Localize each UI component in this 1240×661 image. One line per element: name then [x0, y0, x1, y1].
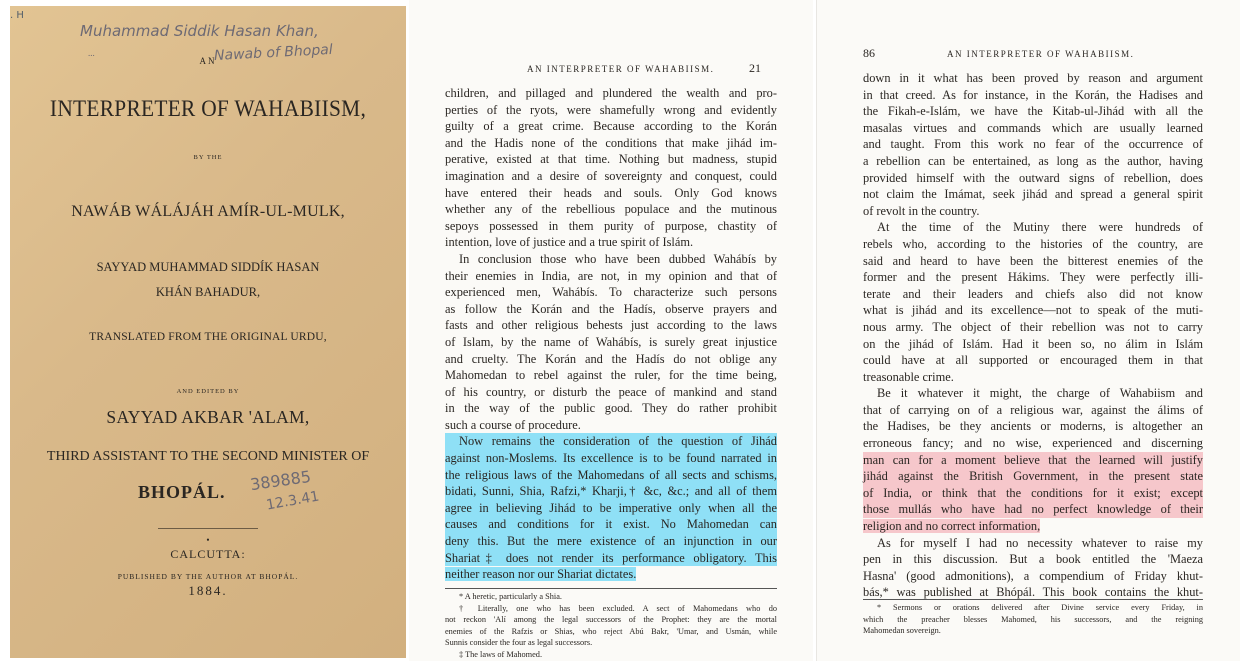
- page-86-body: [863, 70, 1203, 601]
- text-line: and the Hadis none of the conditions that make jihád im-: [445, 135, 777, 150]
- highlighted-text-line: against non-Moslems. Its excellence is to be found narrated in: [445, 451, 777, 466]
- highlighted-text-line: of India, or think that the conditions for it exist; except: [863, 485, 1203, 500]
- text-line: and cruelty. The Korán and the Hadís do not oblige any: [445, 351, 777, 366]
- text-line: former and the present Hákims. They were perfectly illi-: [863, 270, 1203, 285]
- highlighted-text-line: bidati, Sunni, Shia, Rafzi,* Kharji,† &c, &c.; and all of them: [445, 484, 777, 499]
- editor-name: SAYYAD AKBAR 'ALAM,: [106, 407, 310, 427]
- text-line: Mahomedan to rebel against the ruler, for the time being,: [445, 368, 777, 383]
- text-line: what is jihád and its excellence—not to speak of the muti-: [863, 303, 1203, 318]
- place-name: BHOPÁL.: [138, 482, 226, 502]
- text-line: perative, existed at that time. Nothing but madness, stupid: [445, 152, 777, 167]
- text-line: in the way of the public good. They do rather prohibit: [445, 401, 777, 416]
- handwritten-name: Muhammad Siddik Hasan Khan,: [80, 22, 319, 40]
- handwritten-date: 12.3.41: [265, 488, 321, 514]
- text-line: intention, love of justice and a true spirit of Islám.: [445, 235, 694, 250]
- text-line: not claim the Imámat, seek jihád and spread a general spirit: [863, 187, 1203, 202]
- author-line-2: SAYYAD MUHAMMAD SIDDÍK HASAN: [96, 260, 320, 274]
- corner-mark: . H: [10, 10, 24, 21]
- text-line: could have at all supported or encouraged them in that: [863, 353, 1203, 368]
- text-line: treasonable crime.: [863, 369, 954, 384]
- author-line-3: KHÁN BAHADUR,: [155, 285, 261, 299]
- footnote-line: Sunnis consider the four as legal successors.: [445, 638, 593, 648]
- footnote-line: Mahomedan sovereign.: [863, 626, 941, 636]
- footnote-line: * Sermons or orations delivered after Divine service every Friday, in: [877, 603, 1203, 612]
- text-line: experienced men, Wahábís. To characterize such persons: [445, 285, 777, 300]
- text-line: In conclusion those who have been dubbed Wahábís by: [459, 251, 777, 266]
- text-line: imagination and a desire of sovereignty and conquest, could: [445, 168, 777, 183]
- page-number: 21: [749, 61, 761, 75]
- page-86: [816, 0, 1240, 661]
- text-line: of his country, or disturb the peace of mankind and stand: [445, 384, 777, 399]
- footnote-line: * A heretic, particularly a Shia.: [459, 592, 562, 601]
- text-line: the Fikah-e-Islám, we have the Kitab-ul-Jihád with all the: [863, 104, 1203, 119]
- text-line: as follow the Korán and the Hadís, observe prayers and: [445, 301, 777, 316]
- handwritten-title: Nawab of Bhopal: [213, 41, 334, 65]
- highlighted-text-line: those mullás who have had no perfect knowledge of their: [863, 502, 1203, 517]
- text-line: Hasna' (good admonitions), a compendium of Friday khut-: [863, 568, 1203, 583]
- page-21-body: [445, 85, 777, 583]
- text-line: children, and pillaged and plundered the wealth and pro-: [445, 86, 777, 100]
- title-page: [10, 6, 406, 658]
- highlighted-text-line: agree in believing Jihád to be imperative only when all the: [445, 500, 777, 515]
- text-line: fasts and other religious behests just according to the laws: [445, 318, 777, 333]
- page-21-footnotes: [445, 591, 777, 661]
- by-the: BY THE: [193, 154, 223, 161]
- footnote-line: ‡ The laws of Mahomed.: [459, 649, 543, 659]
- page-21: [409, 0, 813, 661]
- highlighted-text-line: neither reason nor our Shariat dictates.: [445, 567, 637, 582]
- text-line: rebels who, according to the histories of the country, are: [863, 236, 1203, 251]
- highlighted-text-line: religion and no correct information,: [863, 519, 1041, 534]
- text-line: and taught. From this work no fear of the occurrence of: [863, 137, 1203, 152]
- editor-role: THIRD ASSISTANT TO THE SECOND MINISTER OF: [46, 449, 370, 464]
- text-line: perties of the ryots, were shamefully wrong and evidently: [445, 102, 777, 117]
- text-line: of revolt in the country.: [863, 203, 980, 218]
- publisher: PUBLISHED BY THE AUTHOR AT BHOPÁL.: [117, 572, 299, 581]
- text-line: such a course of procedure.: [445, 417, 581, 432]
- and-edited-by: AND EDITED BY: [176, 388, 240, 395]
- text-line: have entered their heads and souls. Only God knows: [445, 185, 777, 200]
- highlighted-text-line: Shariat‡ does not render its performance obligatory. This: [445, 550, 777, 565]
- text-line: down in it what has been proved by reason and argument: [863, 71, 1203, 85]
- highlighted-text-line: causes and conditions for it exist. No Mahomedan can: [445, 517, 777, 532]
- highlighted-text-line: deny this. But the mere existence of an injunction in our: [445, 534, 777, 549]
- text-line: said and heard to have been the bitterest enemies of the: [863, 253, 1203, 268]
- text-line: Be it whatever it might, the charge of Wahabiism and: [877, 386, 1203, 401]
- running-head: AN INTERPRETER OF WAHABIISM.: [527, 64, 715, 74]
- text-line: provided himself with the outward signs of rebellion, does: [863, 170, 1203, 185]
- footnote-rule: [863, 599, 1203, 600]
- text-line: whether any of the rebellious populace and the mutinous: [445, 202, 777, 217]
- text-line: As for myself I had no necessity whatever to raise my: [877, 535, 1203, 550]
- text-line: a rebellion can be entertained, as long as the author, having: [863, 153, 1203, 168]
- text-line: on the jihád of Islám. Had it been so, no álim in Islám: [863, 336, 1203, 351]
- year: 1884.: [188, 583, 228, 598]
- text-line: of Islam, by the name of Wahábís, is surely great injustice: [445, 334, 777, 349]
- text-line: pen in this discussion. But a book entitled the 'Maeza: [863, 552, 1203, 567]
- text-line: the Hadises, be they ancients or moderns, is altogether an: [863, 419, 1203, 434]
- author-line-1: NAWÁB WÁLÁJÁH AMÍR-UL-MULK,: [71, 203, 345, 220]
- text-line: masalas virtues and commands which are usually learned: [863, 120, 1203, 135]
- highlighted-text-line: Now remains the consideration of the question of Jihád: [445, 433, 777, 450]
- text-line: that of carrying on of a religious war, against the álims of: [863, 402, 1203, 417]
- book-title: INTERPRETER OF WAHABIISM,: [49, 96, 367, 121]
- text-line: erroneous fancy; and no wise, experienced and discerning: [863, 436, 1203, 451]
- footnote-line: † Literally, one who has been excluded. A sect of Mahomedans who do: [459, 603, 777, 613]
- footnote-rule: [445, 588, 777, 589]
- highlighted-text-line: man can for a moment believe that the learned will justify: [863, 452, 1203, 467]
- text-line: bás,* was published at Bhópál. This book contains the khut-: [863, 585, 1203, 600]
- highlighted-text-line: the religious laws of the Mahomedans of all sects and schisms,: [445, 467, 777, 482]
- footnote-line: not reckon 'Alí among the legal successors of the Prophet: they are the mortal: [445, 615, 777, 625]
- highlighted-text-line: jihád against the British Government, in the present state: [863, 469, 1203, 484]
- page-number: 86: [863, 46, 875, 60]
- ornamental-rule: [158, 528, 258, 529]
- handwritten-number: 389885: [248, 466, 313, 495]
- text-line: their enemies in India, are not, in my opinion and that of: [445, 268, 777, 283]
- translated-from: TRANSLATED FROM THE ORIGINAL URDU,: [89, 331, 327, 343]
- running-head: AN INTERPRETER OF WAHABIISM.: [947, 49, 1135, 59]
- dots: ...: [88, 48, 95, 58]
- text-line: At the time of the Mutiny there were hundreds of: [877, 220, 1203, 235]
- article-an: AN: [199, 56, 217, 66]
- page-86-footnotes: [863, 602, 1203, 637]
- text-line: nous army. The object of their rebellion was not to carry: [863, 319, 1203, 334]
- small-dot: •: [206, 535, 210, 545]
- text-line: guilty of a great crime. Because according to the Korán: [445, 119, 777, 134]
- city: CALCUTTA:: [170, 547, 246, 561]
- text-line: sepoys possessed in them purity of purpose, chastity of: [445, 218, 777, 233]
- footnote-line: which the preacher blesses Mahomed, his successors, and the reigning: [863, 614, 1203, 624]
- footnote-line: enemies of the Rafzis or Shias, who reject Abú Bakr, 'Umar, and Usmán, while: [445, 626, 777, 636]
- text-line: terate and their leaders and chiefs also did not know: [863, 286, 1203, 301]
- text-line: in that creed. As for instance, in the Korán, the Hadises and: [863, 87, 1203, 102]
